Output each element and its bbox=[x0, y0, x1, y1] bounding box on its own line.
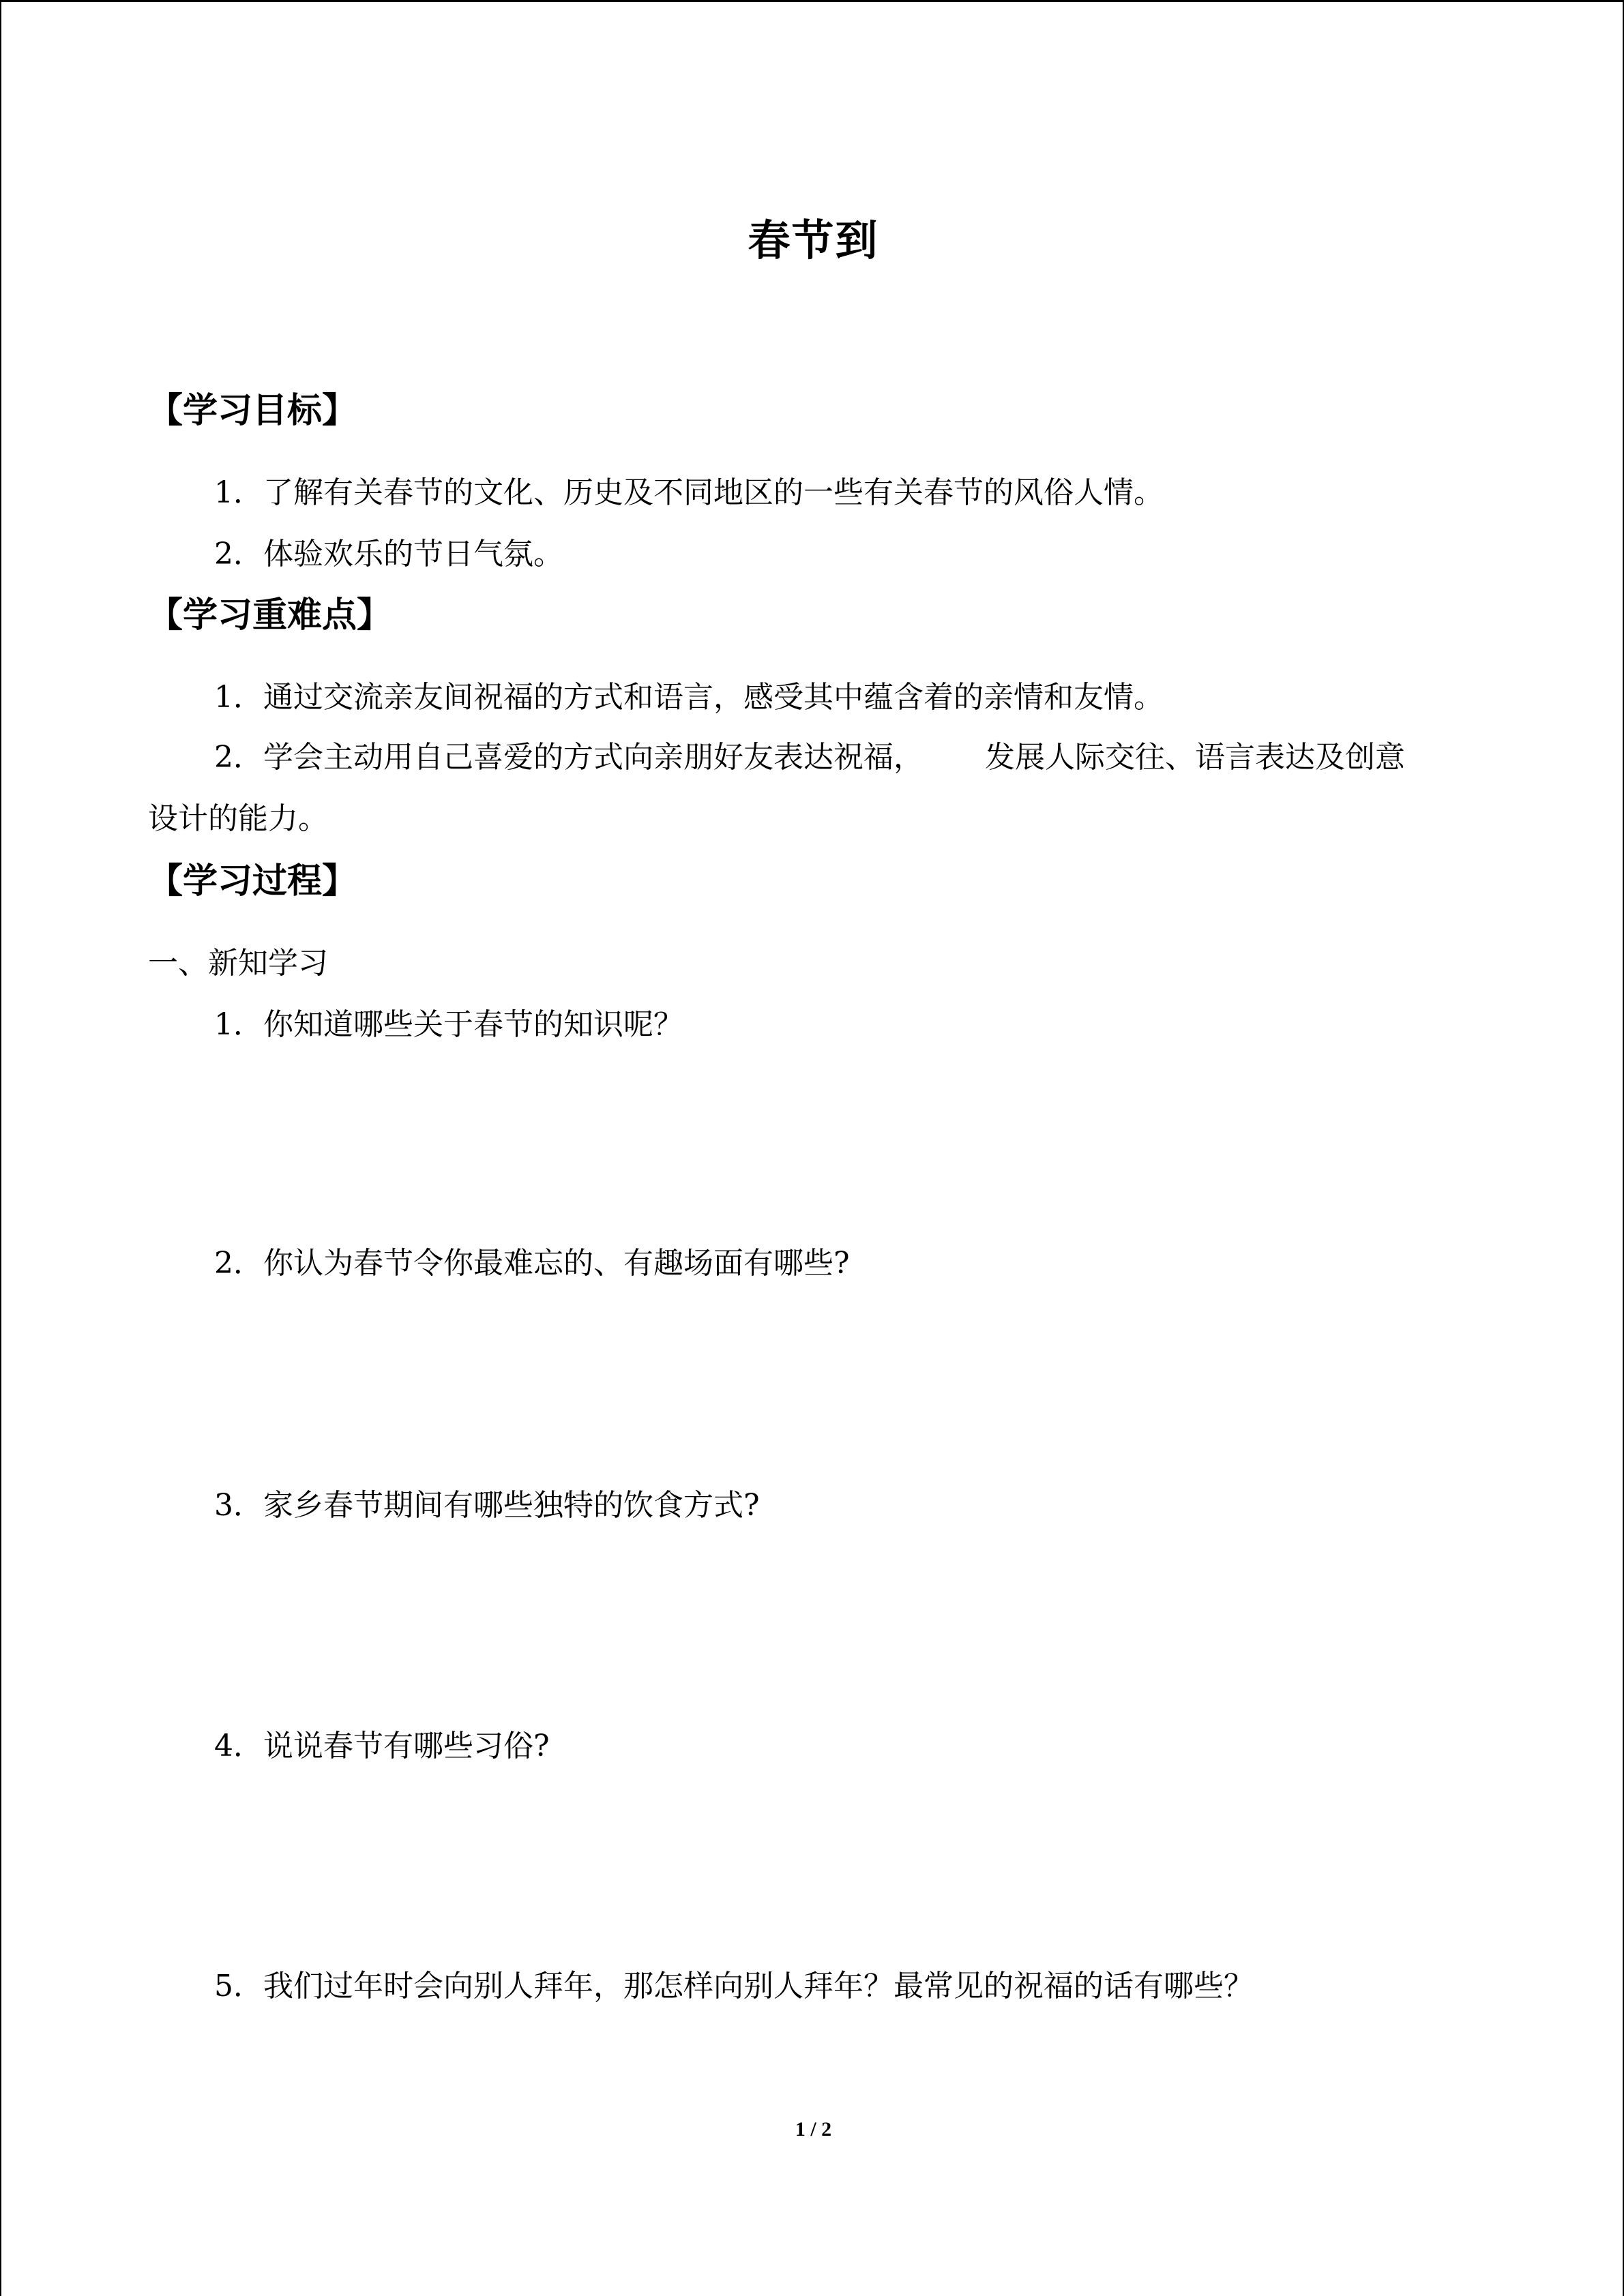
key-point-item-2-part-1: 2．学会主动用自己喜爱的方式向亲朋好友表达祝福， bbox=[214, 740, 924, 775]
question-1: 1．你知道哪些关于春节的知识呢？ bbox=[214, 1007, 683, 1042]
page-number: 1 / 2 bbox=[795, 2118, 832, 2141]
objective-item-2: 2．体验欢乐的节日气氛。 bbox=[214, 537, 563, 571]
key-point-item-2 bbox=[214, 737, 1405, 778]
question-4: 4．说说春节有哪些习俗? bbox=[214, 1729, 550, 1763]
question-3: 3．家乡春节期间有哪些独特的饮食方式? bbox=[214, 1488, 760, 1523]
section-heading-key-points: 【学习重难点】 bbox=[148, 595, 392, 636]
key-point-item-2-continuation: 设计的能力。 bbox=[148, 801, 328, 836]
objective-item-1: 1．了解有关春节的文化、历史及不同地区的一些有关春节的风俗人情。 bbox=[214, 475, 1164, 510]
key-point-item-2-part-2: 发展人际交往、语言表达及创意 bbox=[985, 740, 1405, 775]
question-2: 2．你认为春节令你最难忘的、有趣场面有哪些? bbox=[214, 1246, 850, 1281]
section-heading-objectives: 【学习目标】 bbox=[148, 391, 357, 431]
question-5: 5．我们过年时会向别人拜年，那怎样向别人拜年？最常见的祝福的话有哪些？ bbox=[214, 1969, 1254, 2003]
section-heading-process: 【学习过程】 bbox=[148, 861, 357, 901]
key-point-item-1: 1．通过交流亲友间祝福的方式和语言，感受其中蕴含着的亲情和友情。 bbox=[214, 680, 1164, 715]
process-subheading: 一、新知学习 bbox=[148, 946, 328, 981]
document-title: 春节到 bbox=[748, 215, 879, 265]
